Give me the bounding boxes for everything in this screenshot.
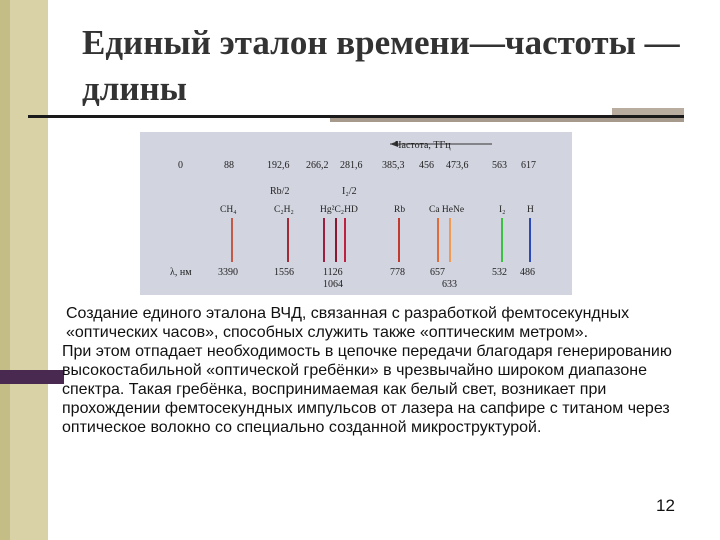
label-i2-half: I₂/2 — [342, 186, 357, 197]
species-ch4: CH₄ — [220, 205, 237, 215]
wavelength-778: 778 — [390, 267, 405, 278]
freq-tick-0: 0 — [178, 160, 183, 171]
species-c2h2: C₂H₂ — [274, 205, 294, 215]
freq-tick-617: 617 — [521, 160, 536, 171]
freq-tick-192-6: 192,6 — [267, 160, 290, 171]
label-rb-half: Rb/2 — [270, 186, 290, 197]
wavelength-axis-label: λ, нм — [170, 267, 192, 278]
freq-axis-label: Частота, ТГц — [395, 140, 451, 151]
freq-tick-473-6: 473,6 — [446, 160, 469, 171]
species-ca-hene: Ca HeNe — [429, 205, 465, 215]
wavelength-3390: 3390 — [218, 267, 238, 278]
side-decor-stripe — [0, 0, 10, 540]
slide-title: Единый эталон времени—частоты —длины — [82, 23, 680, 108]
wavelength-657: 657 — [430, 267, 445, 278]
species-hgc2hd: Hg²C₂HD — [320, 205, 358, 215]
species-i2: I₂ — [499, 205, 506, 215]
freq-tick-385-3: 385,3 — [382, 160, 405, 171]
page-number: 12 — [656, 496, 675, 515]
freq-tick-281-6: 281,6 — [340, 160, 363, 171]
wavelength-1556: 1556 — [274, 267, 294, 278]
freq-tick-563: 563 — [492, 160, 507, 171]
slide-body — [62, 304, 702, 437]
wavelength-1064: 1064 — [323, 279, 343, 290]
freq-tick-456: 456 — [419, 160, 434, 171]
frequency-scale-figure — [140, 132, 572, 295]
wavelength-486: 486 — [520, 267, 535, 278]
title-underline-accent — [612, 108, 684, 115]
wavelength-532: 532 — [492, 267, 507, 278]
decor-block — [0, 370, 64, 384]
species-rb: Rb — [394, 205, 406, 215]
wavelength-1126: 1126 — [323, 267, 343, 278]
freq-tick-266-2: 266,2 — [306, 160, 329, 171]
wavelength-633: 633 — [442, 279, 457, 290]
paragraph-optical-clocks: Создание единого эталона ВЧД, связанная с разработкой фемтосекундных «оптических часов», способных служить также «оптическим метром». — [66, 305, 630, 341]
species-h: H — [527, 205, 534, 215]
freq-tick-88: 88 — [224, 160, 234, 171]
title-underline-shadow — [330, 118, 684, 122]
paragraph-optical-comb: При этом отпадает необходимость в цепочке передачи благодаря генерированию высокостабильной «оптической гребёнки» в чрезвычайно широком диапазоне спектра. Такая гребёнка, воспринимаемая как белый свет, возникает при прохождении фемтосекундных импульсов от лазера на сапфире с титаном через оптическое волокно со специально созданной микроструктурой. — [62, 343, 672, 436]
spectrum-diagram — [140, 132, 572, 295]
